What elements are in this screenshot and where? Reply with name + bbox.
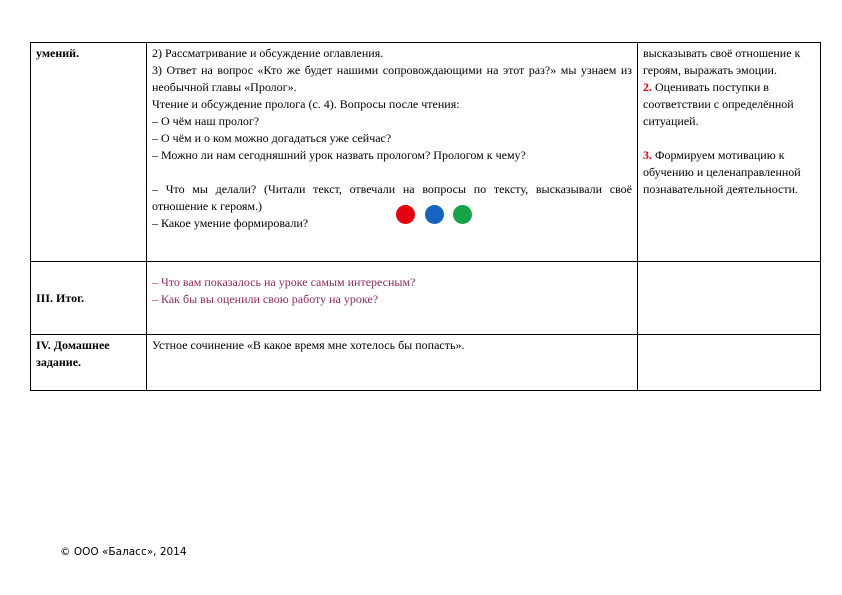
result-item-text: Формируем мотивацию к обучению и целенаправленной познавательной деятельности. xyxy=(643,148,801,196)
result-item-number: 3. xyxy=(643,148,652,162)
copyright-footer: © ООО «Баласс», 2014 xyxy=(60,546,187,558)
blank-line xyxy=(152,164,632,181)
activity-line: – О чём и о ком можно догадаться уже сейчас? xyxy=(152,131,392,145)
red-circle-icon xyxy=(396,205,415,224)
homework-task: Устное сочинение «В какое время мне хотелось бы попасть». xyxy=(152,338,465,352)
result-item-number: 2. xyxy=(643,80,652,94)
blue-circle-icon xyxy=(425,205,444,224)
stage-cell xyxy=(31,335,147,391)
activity-line: – Можно ли нам сегодняшний урок назвать прологом? Прологом к чему? xyxy=(152,148,526,162)
activity-line: – Какое умение формировали? xyxy=(152,216,309,230)
summary-question: – Как бы вы оценили свою работу на уроке? xyxy=(152,292,379,306)
activity-line: Чтение и обсуждение пролога (с. 4). Вопросы после чтения: xyxy=(152,97,460,111)
activity-cell xyxy=(147,335,638,391)
stage-cell xyxy=(31,43,147,262)
activity-line: – Что мы делали? (Читали текст, отвечали на вопросы по тексту, высказывали своё отношение к героям.) xyxy=(152,182,632,213)
activity-line: 2) Рассматривание и обсуждение оглавления. xyxy=(152,46,384,60)
activity-line: 3) Ответ на вопрос «Кто же будет нашими сопровождающими на этот раз?» мы узнаем из необычной главы «Пролог». xyxy=(152,63,632,94)
table-row-homework xyxy=(31,335,821,391)
result-cell xyxy=(638,335,821,391)
summary-question: – Что вам показалось на уроке самым интересным? xyxy=(152,275,416,289)
activity-cell xyxy=(147,262,638,335)
result-item-text: Оценивать поступки в соответствии с определённой ситуацией. xyxy=(643,80,794,128)
stage-label: умений. xyxy=(36,46,80,60)
result-cell xyxy=(638,43,821,262)
table-row-activities xyxy=(31,43,821,262)
green-circle-icon xyxy=(453,205,472,224)
stage-label: III. Итог. xyxy=(36,290,85,305)
result-intro: высказывать своё отношение к героям, выражать эмоции. xyxy=(643,46,801,77)
result-cell xyxy=(638,262,821,335)
blank-line xyxy=(643,130,815,147)
activity-line: – О чём наш пролог? xyxy=(152,114,260,128)
stage-cell xyxy=(31,262,147,335)
activity-cell xyxy=(147,43,638,262)
stage-label: IV. Домашнее задание. xyxy=(36,338,110,369)
table-row-summary xyxy=(31,262,821,335)
